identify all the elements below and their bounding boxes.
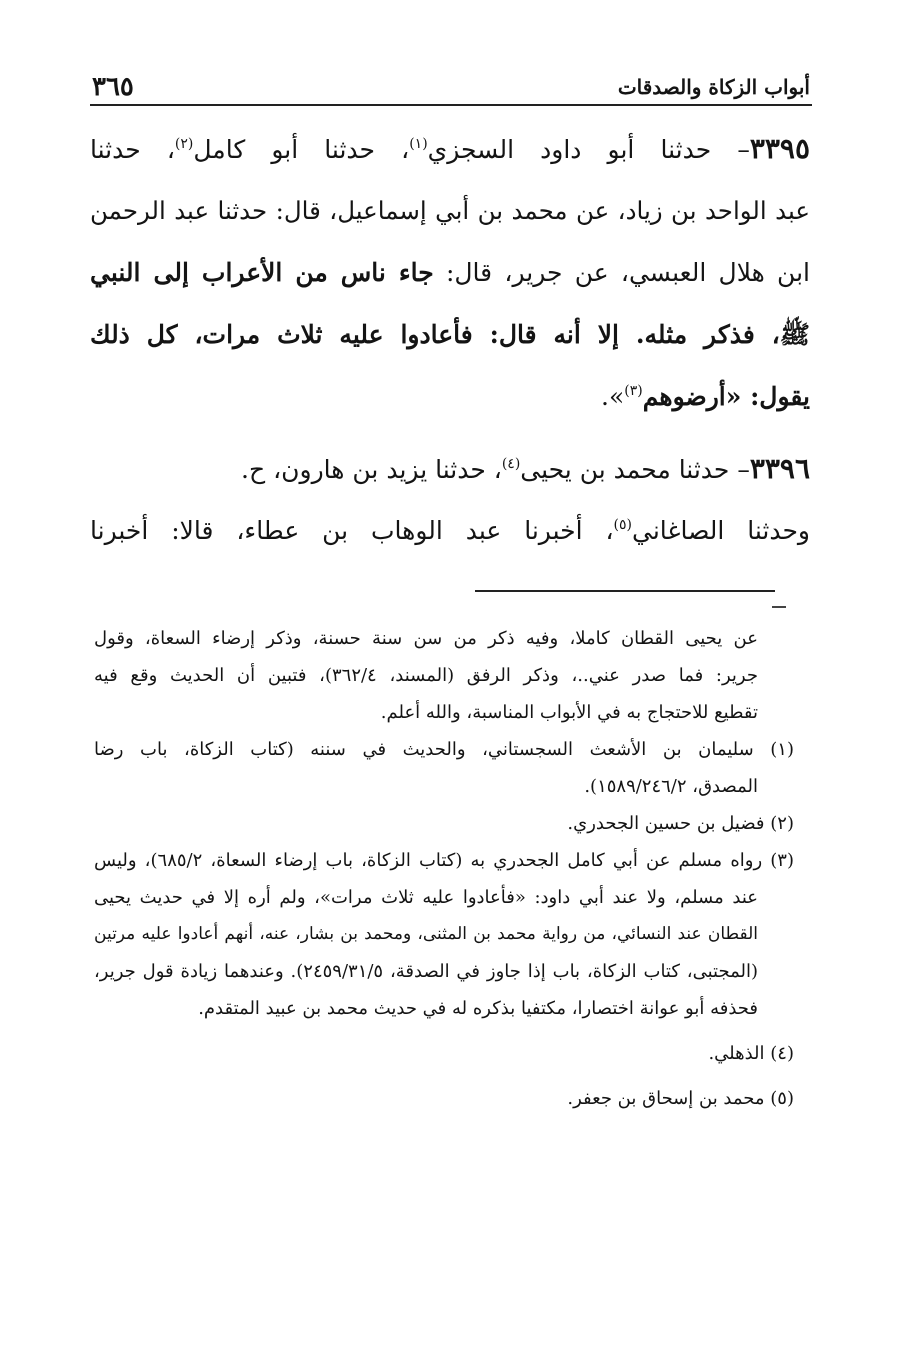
footnote-5: (٥) محمد بن إسحاق بن جعفر. xyxy=(567,1088,794,1109)
hadith-3395-line-3 xyxy=(90,242,810,304)
footnote-ref: (٥) xyxy=(613,517,632,533)
text-segment: ، حدثنا أبو كامل xyxy=(193,135,410,164)
footnote-3-line: القطان عند النسائي، من رواية محمد بن المثنى، ومحمد بن بشار، عنه، أنهم أعادوا عليه مرتين xyxy=(94,924,758,944)
running-header xyxy=(92,72,810,102)
text-segment: وحدثنا الصاغاني xyxy=(631,516,811,545)
matn-text: جاء ناس من الأعراب إلى النبي xyxy=(90,258,434,287)
footnotes xyxy=(94,620,794,1117)
footnote-continued-line: عن يحيى القطان كاملا، وفيه ذكر من سن سنة حسنة، وذكر إرضاء السعاة، وقول xyxy=(94,628,758,649)
text-segment: يقول: « xyxy=(725,382,810,411)
page-number: ٣٦٥ xyxy=(92,72,134,102)
hadith-3396-line-1 xyxy=(90,438,810,500)
text-segment: ». xyxy=(601,382,625,411)
footnote-4: (٤) الذهلي. xyxy=(708,1043,794,1064)
text-segment: – حدثنا أبو داود السجزي xyxy=(427,135,750,164)
footnote-continued-line: تقطيع للاحتجاج به في الأبواب المناسبة، والله أعلم. xyxy=(380,702,758,723)
hadith-3395-line-1 xyxy=(90,118,810,180)
text-segment: ، حدثنا xyxy=(90,135,175,164)
hadith-number: ٣٣٩٥ xyxy=(749,132,810,165)
text-segment: ، حدثنا يزيد بن هارون، ح. xyxy=(241,455,502,484)
footnote-2: (٢) فضيل بن حسين الجحدري. xyxy=(567,813,794,834)
chapter-title: أبواب الزكاة والصدقات xyxy=(617,75,810,99)
text-segment: – حدثنا محمد بن يحيى xyxy=(520,455,750,484)
text-segment: ابن هلال العبسي، عن جرير، قال: xyxy=(433,258,810,287)
footnote-separator xyxy=(475,590,775,592)
footnote-ref: (١) xyxy=(409,136,428,152)
header-rule xyxy=(90,104,812,106)
footnote-3-line: (٣) رواه مسلم عن أبي كامل الجحدري به (كتاب الزكاة، باب إرضاء السعاة، ٦٨٥/٢)، وليس xyxy=(94,850,794,871)
footnote-1-line: (١) سليمان بن الأشعث السجستاني، والحديث في سننه (كتاب الزكاة، باب رضا xyxy=(94,739,794,760)
hadith-3395-line-4: ﷺ، فذكر مثله. إلا أنه قال: فأعادوا عليه ثلاث مرات، كل ذلك xyxy=(90,320,810,349)
footnote-ref: (٢) xyxy=(174,136,194,152)
hadith-3395-line-5 xyxy=(90,366,810,428)
footnote-ref: (٣) xyxy=(624,383,643,399)
hadith-3396-line-2 xyxy=(90,500,810,562)
continuation-mark xyxy=(772,606,786,608)
text-segment: ، أخبرنا عبد الوهاب بن عطاء، قالا: أخبرنا xyxy=(90,516,614,545)
footnote-continued-line: جرير: فما صدر عني..، وذكر الرفق (المسند، ٣٦٢/٤)، فتبين أن الحديث وقع فيه xyxy=(94,665,758,686)
footnote-ref: (٤) xyxy=(501,456,521,472)
matn-text: أرضوهم xyxy=(642,382,726,411)
footnote-1-line: المصدق، ١٥٨٩/٢٤٦/٢). xyxy=(584,776,758,797)
hadith-3395-line-2: عبد الواحد بن زياد، عن محمد بن أبي إسماعيل، قال: حدثنا عبد الرحمن xyxy=(90,196,810,225)
hadith-number: ٣٣٩٦ xyxy=(749,452,810,485)
footnote-3-line: فحذفه أبو عوانة اختصارا، مكتفيا بذكره له في حديث محمد بن عبيد المتقدم. xyxy=(198,998,758,1019)
main-text xyxy=(90,118,810,562)
footnote-3-line: عند مسلم، ولا عند أبي داود: «فأعادوا عليه ثلاث مرات»، ولم أره إلا في حديث يحيى xyxy=(94,887,758,908)
footnote-3-line: (المجتبى، كتاب الزكاة، باب إذا جاوز في الصدقة، ٢٤٥٩/٣١/٥). وعندهما زيادة قول جرير، xyxy=(94,961,758,982)
